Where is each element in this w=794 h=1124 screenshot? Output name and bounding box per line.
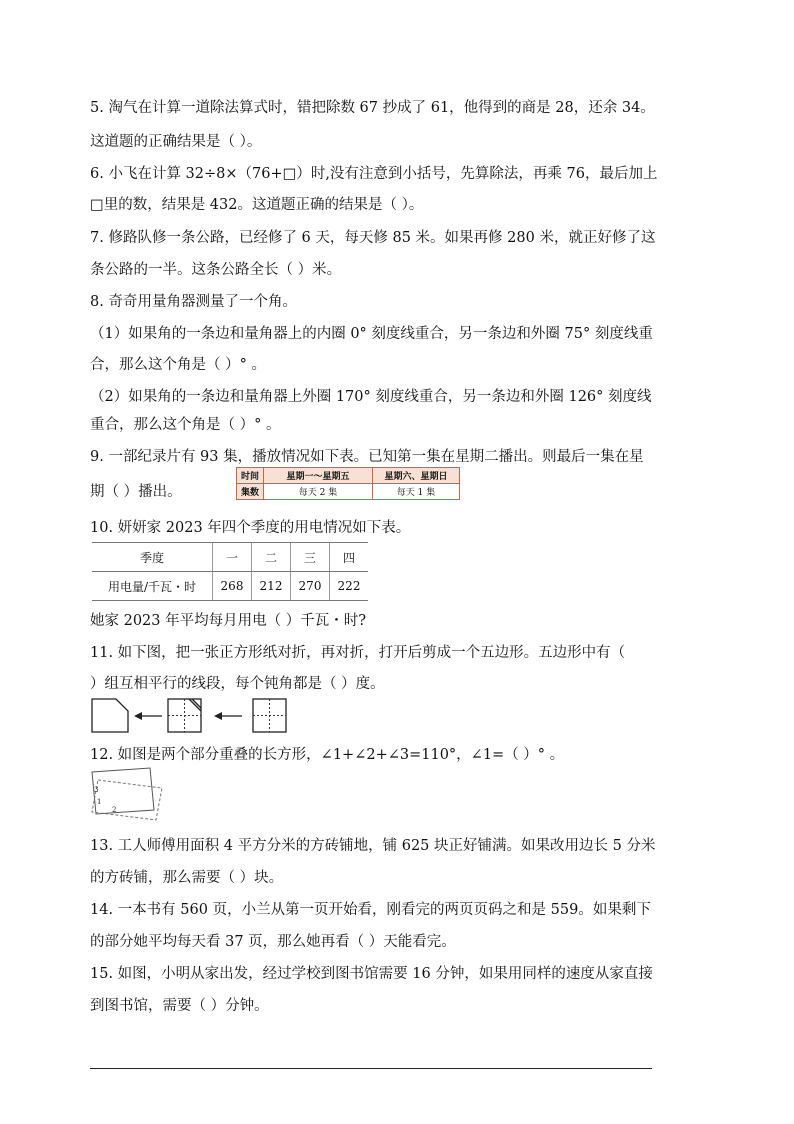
schedule-cell: 星期六、星期日 xyxy=(373,468,460,484)
angle-label-1: 1 xyxy=(97,798,102,806)
q7-line2: 条公路的一半。这条公路全长（ ）米。 xyxy=(90,262,342,278)
season-header: 二 xyxy=(252,543,291,572)
q14-line1: 14. 一本书有 560 页，小兰从第一页开始看，刚看完的两页页码之和是 559。如果剩下 xyxy=(90,902,651,918)
q15-line1: 15. 如图，小明从家出发，经过学校到图书馆需要 16 分钟，如果用同样的速度从家直接 xyxy=(90,966,653,982)
usage-value: 222 xyxy=(330,572,369,601)
schedule-cell: 每天 1 集 xyxy=(373,484,460,500)
q13-line1: 13. 工人师傅用面积 4 平方分米的方砖铺地，铺 625 块正好铺满。如果改用边长 5 分米 xyxy=(90,838,656,854)
q9-line2: 期（ ）播出。 xyxy=(90,484,182,500)
paper-folding-figure xyxy=(90,696,300,736)
broadcast-schedule-table xyxy=(236,467,460,500)
q8-line5: 重合，那么这个角是（ ）° 。 xyxy=(90,417,281,433)
schedule-cell: 星期一～星期五 xyxy=(264,468,373,484)
usage-value: 268 xyxy=(213,572,252,601)
q7-line1: 7. 修路队修一条公路，已经修了 6 天，每天修 85 米。如果再修 280 米，就正好修了这 xyxy=(90,230,656,246)
q11-line2: ）组互相平行的线段，每个钝角都是（ ）度。 xyxy=(90,676,385,692)
season-header: 季度 xyxy=(92,543,213,572)
footer-rule xyxy=(90,1068,652,1069)
q11-line1: 11. 如下图，把一张正方形纸对折，再对折，打开后剪成一个五边形。五边形中有（ xyxy=(90,645,626,661)
q8-line3: 合，那么这个角是（ ）° 。 xyxy=(90,357,266,373)
q5-line1: 5. 淘气在计算一道除法算式时，错把除数 67 抄成了 61，他得到的商是 28，还余 34。 xyxy=(90,100,655,116)
overlapping-rectangles-figure xyxy=(88,764,168,824)
usage-value: 212 xyxy=(252,572,291,601)
schedule-cell: 时间 xyxy=(237,468,264,484)
q15-line2: 到图书馆，需要（ ）分钟。 xyxy=(90,998,269,1014)
q13-line2: 的方砖铺，那么需要（ ）块。 xyxy=(90,870,284,886)
q14-line2: 的部分她平均每天看 37 页，那么她再看（ ）天能看完。 xyxy=(90,934,456,950)
usage-label: 用电量/千瓦・时 xyxy=(92,572,213,601)
q6-line2: □里的数，结果是 432。这道题正确的结果是（ ）。 xyxy=(90,197,424,213)
season-header: 四 xyxy=(330,543,369,572)
q5-line2: 这道题的正确结果是（ ）。 xyxy=(90,134,262,150)
q8-line4: （2）如果角的一条边和量角器上外圈 170° 刻度线重合，另一条边和外圈 126° 刻度线 xyxy=(90,389,652,405)
usage-value: 270 xyxy=(291,572,330,601)
q10-line1: 10. 妍妍家 2023 年四个季度的用电情况如下表。 xyxy=(90,520,411,536)
q8-line2: （1）如果角的一条边和量角器上的内圈 0° 刻度线重合，另一条边和外圈 75° 刻度线重 xyxy=(90,326,653,342)
q10-line2: 她家 2023 年平均每月用电（ ）千瓦・时? xyxy=(90,613,367,629)
schedule-cell: 每天 2 集 xyxy=(264,484,373,500)
schedule-cell: 集数 xyxy=(237,484,264,500)
season-header: 三 xyxy=(291,543,330,572)
q6-line1: 6. 小飞在计算 32÷8×（76+□）时,没有注意到小括号，先算除法，再乘 76，最后加上 xyxy=(90,166,658,182)
electricity-table xyxy=(92,542,368,601)
angle-label-3: 3 xyxy=(94,786,99,794)
angle-label-2: 2 xyxy=(112,806,117,814)
season-header: 一 xyxy=(213,543,252,572)
q9-line1: 9. 一部纪录片有 93 集，播放情况如下表。已知第一集在星期二播出。则最后一集在星 xyxy=(90,449,644,465)
q8-line1: 8. 奇奇用量角器测量了一个角。 xyxy=(90,294,297,310)
q12-line1: 12. 如图是两个部分重叠的长方形，∠1+∠2+∠3=110°，∠1=（ ）° 。 xyxy=(90,747,565,763)
